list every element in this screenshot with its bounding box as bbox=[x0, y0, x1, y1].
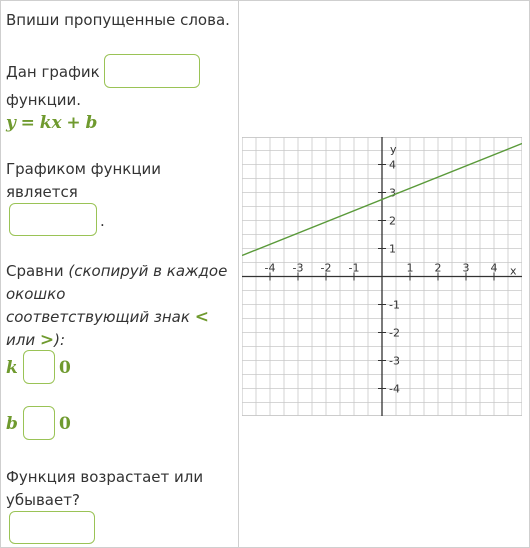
eq-b: b bbox=[85, 113, 98, 133]
k-var: k bbox=[6, 358, 18, 378]
eq-x: x bbox=[51, 113, 62, 133]
graph-line1: Графиком функции bbox=[6, 160, 162, 178]
compare-line3 bbox=[6, 306, 209, 329]
b-zero-value: 0 bbox=[59, 414, 71, 434]
y-tick-label: 1 bbox=[389, 242, 396, 256]
y-tick-label: 3 bbox=[389, 186, 396, 200]
x-tick-label: 4 bbox=[490, 261, 498, 275]
compare-line3-text: соответствующий знак bbox=[6, 308, 190, 326]
given-suffix: функции. bbox=[6, 91, 82, 109]
question-line1: Функция возрастает или bbox=[6, 468, 204, 486]
y-tick-label: -4 bbox=[389, 382, 400, 396]
x-tick-label: -2 bbox=[320, 261, 332, 275]
eq-plus: + bbox=[66, 113, 81, 133]
k-zero bbox=[59, 357, 71, 380]
compare-line4-prefix: или bbox=[6, 331, 36, 349]
eq-equals: = bbox=[20, 113, 35, 133]
y-tick-label: -2 bbox=[389, 326, 400, 340]
y-axis-label: y bbox=[390, 143, 397, 156]
x-tick-label: 3 bbox=[462, 261, 470, 275]
compare-plain: Сравни bbox=[6, 262, 64, 280]
y-tick-label: -3 bbox=[389, 354, 400, 368]
x-axis-label: x bbox=[510, 264, 517, 278]
b-label bbox=[6, 413, 18, 436]
equation bbox=[6, 112, 97, 135]
graph-line2: является bbox=[6, 183, 78, 201]
y-tick-label: 4 bbox=[389, 158, 396, 172]
b-sign-input[interactable] bbox=[23, 406, 55, 440]
function-graph bbox=[242, 137, 522, 416]
b-var: b bbox=[6, 414, 18, 434]
graph-type-input[interactable] bbox=[9, 203, 97, 236]
compare-line1 bbox=[6, 260, 227, 283]
y-tick-label: -1 bbox=[389, 298, 400, 312]
task-title: Впиши пропущенные слова. bbox=[6, 11, 230, 29]
gt-sign: > bbox=[39, 330, 55, 350]
k-label bbox=[6, 357, 18, 380]
question-line2: убывает? bbox=[6, 491, 80, 509]
b-zero bbox=[59, 413, 71, 436]
lt-sign: < bbox=[194, 307, 209, 327]
given-prefix: Дан график bbox=[6, 63, 100, 81]
x-tick-label: 2 bbox=[434, 261, 442, 275]
compare-line4-suffix: ): bbox=[54, 331, 66, 349]
eq-y: y bbox=[6, 113, 16, 133]
function-type-input[interactable] bbox=[104, 54, 200, 88]
x-tick-label: -1 bbox=[348, 261, 360, 275]
compare-ital: (скопируй в каждое bbox=[68, 262, 228, 280]
x-tick-label: -3 bbox=[292, 261, 304, 275]
trend-input[interactable] bbox=[9, 511, 95, 544]
compare-line4 bbox=[6, 329, 65, 352]
y-tick-label: 2 bbox=[389, 214, 396, 228]
x-tick-label: 1 bbox=[406, 261, 414, 275]
eq-k: k bbox=[39, 113, 52, 133]
k-sign-input[interactable] bbox=[23, 350, 55, 384]
graph-period: . bbox=[100, 212, 105, 230]
compare-line2: окошко bbox=[6, 285, 66, 303]
x-tick-label: -4 bbox=[264, 261, 276, 275]
k-zero-value: 0 bbox=[59, 358, 71, 378]
